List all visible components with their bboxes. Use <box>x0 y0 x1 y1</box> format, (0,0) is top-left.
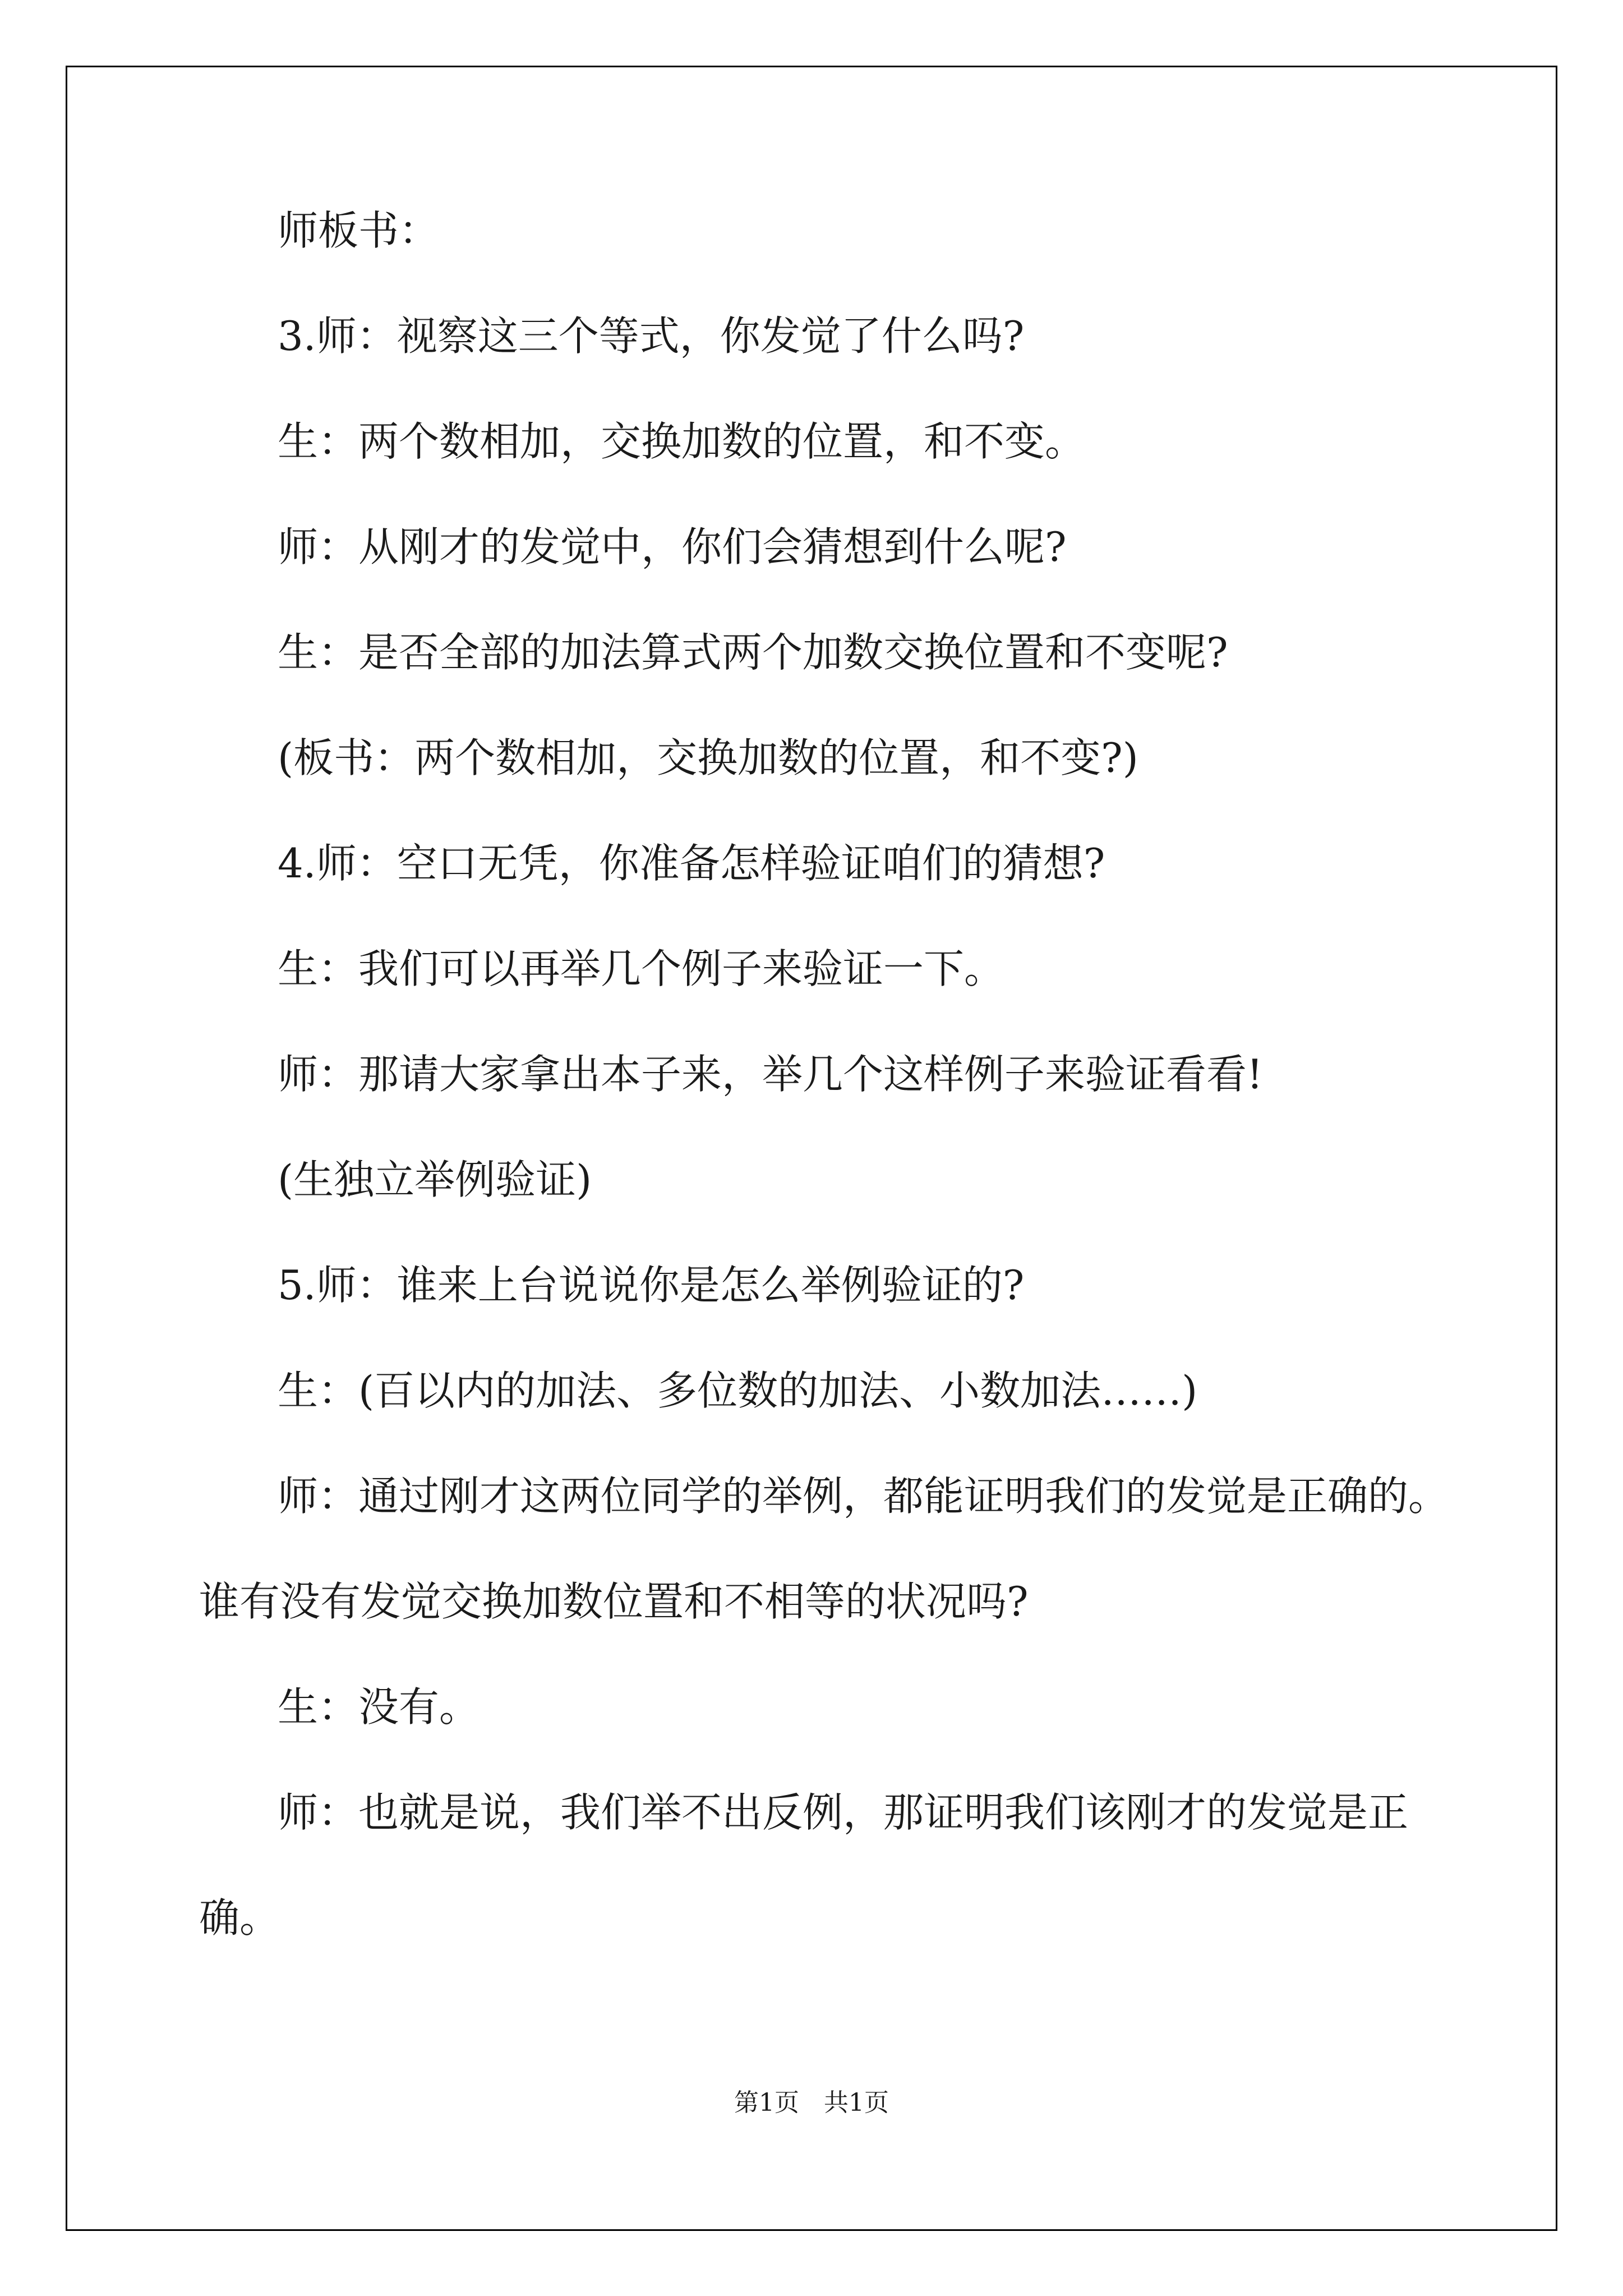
document-body <box>199 207 1467 2003</box>
paragraph: 师板书： <box>278 207 440 254</box>
paragraph: 4.师：空口无凭，你准备怎样验证咱们的猜想? <box>278 840 1105 887</box>
paragraph: 生：是否全部的加法算式两个加数交换位置和不变呢? <box>278 629 1228 676</box>
paragraph: 师：那请大家拿出本子来，举几个这样例子来验证看看! <box>278 1051 1263 1098</box>
paragraph: 生：两个数相加，交换加数的位置，和不变。 <box>278 418 1086 465</box>
paragraph: 5.师：谁来上台说说你是怎么举例验证的? <box>278 1262 1025 1309</box>
paragraph: 生：(百以内的加法、多位数的加法、小数加法……) <box>278 1367 1198 1414</box>
paragraph: (生独立举例验证) <box>278 1156 592 1203</box>
paragraph: 师：通过刚才这两位同学的举例，都能证明我们的发觉是正确的。谁有没有发觉交换加数位置和不相等的状况吗? <box>199 1473 1449 1625</box>
paragraph: 师：从刚才的发觉中，你们会猜想到什么呢? <box>278 523 1067 570</box>
paragraph: 生：没有。 <box>278 1683 480 1731</box>
paragraph: 3.师：视察这三个等式，你发觉了什么吗? <box>278 312 1025 360</box>
paragraph: 师：也就是说，我们举不出反例，那证明我们该刚才的发觉是正确。 <box>199 1789 1409 1941</box>
paragraph: (板书：两个数相加，交换加数的位置，和不变?) <box>278 734 1138 781</box>
page-footer: 第1页 共1页 <box>734 2088 889 2117</box>
paragraph: 生：我们可以再举几个例子来验证一下。 <box>278 945 1005 992</box>
